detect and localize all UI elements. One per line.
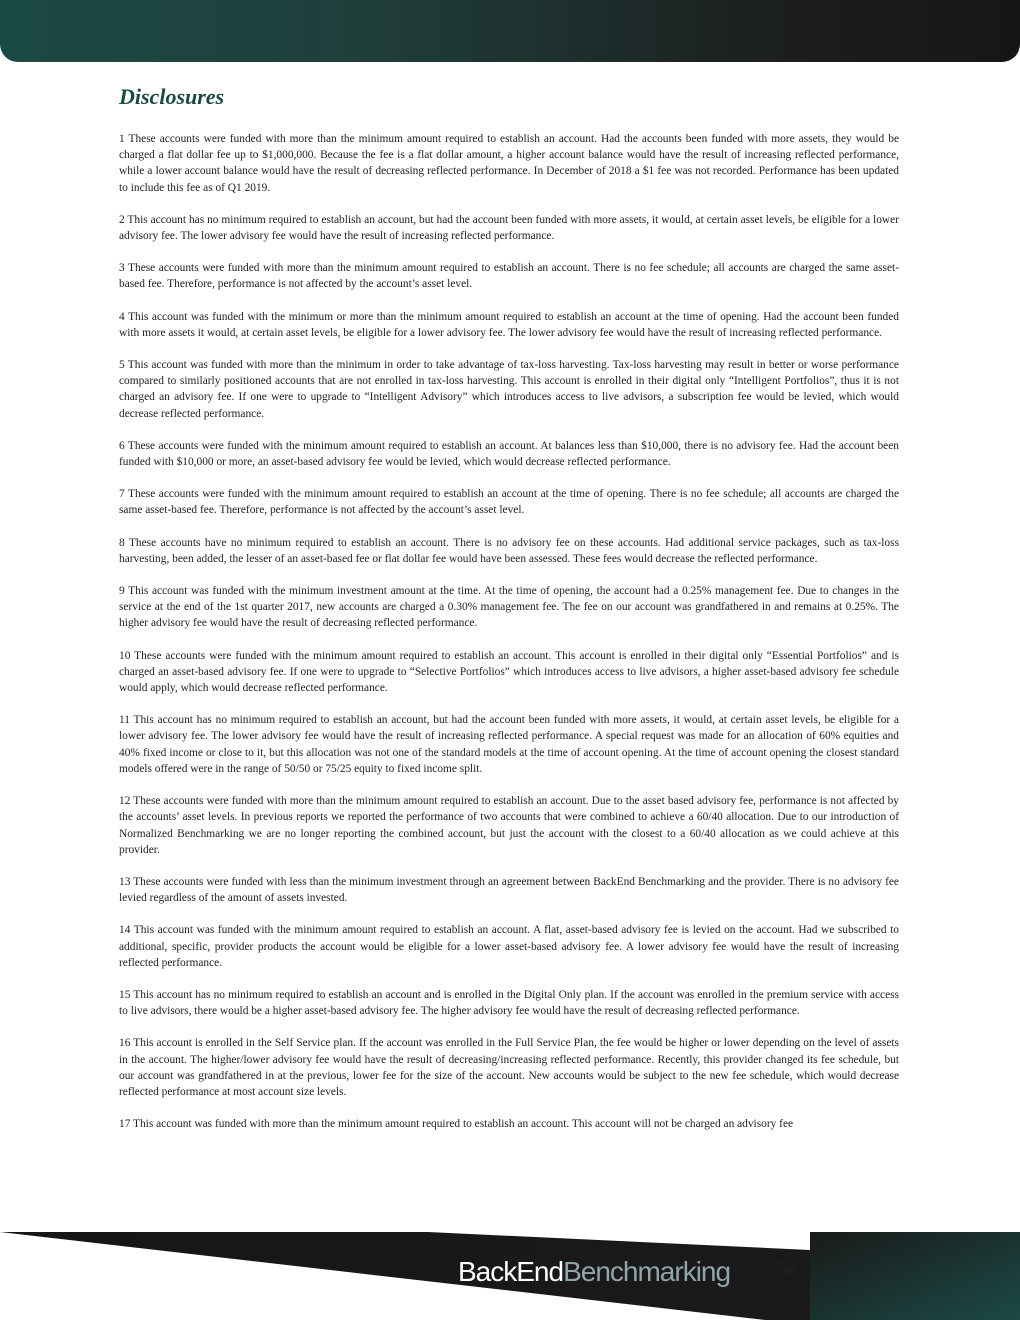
disclosure-paragraph-7: 7 These accounts were funded with the minimum amount required to establish an account at the time of opening. There is no fee schedule; all accounts are charged the same asset-based fee. Therefore, performance is not affected by the account’s asset level.: [119, 488, 899, 517]
disclosure-paragraph-2: 2 This account has no minimum required to establish an account, but had the account been funded with more assets, it would, at certain asset levels, be eligible for a lower advisory fee. The lower advisory fee would have the result of increasing reflected performance.: [119, 213, 899, 243]
disclosure-paragraph-1: 1 These accounts were funded with more than the minimum amount required to establish an account. Had the accounts been funded with more assets, they would be charged a flat dollar fee up to $1,000,000. Because the fee is a flat dollar amount, a higher account balance would have the result of increasing reflected performance, while a lower account balance would have the result of decreasing reflected performance. In December of 2018 a $1 fee was not recorded. Performance has been updated to include this fee as of Q1 2019.: [119, 133, 899, 194]
footer-corner-block: [810, 1232, 1020, 1320]
disclosure-paragraph-17: 17 This account was funded with more than the minimum amount required to establish an account. This account will not be charged an advisory fee: [119, 1118, 794, 1131]
page-number: 52: [779, 1260, 795, 1277]
disclosure-paragraph-11: 11 This account has no minimum required to establish an account, but had the account been funded with more assets, it would, at certain asset levels, be eligible for a lower advisory fee. The lower advisory fee would have the result of increasing reflected performance. A special request was made for an allocation of 60% equities and 40% fixed income or close to it, but this allocation was not one of the standard models at the time of account opening. At the time of account opening the closest standard models offered were in the range of 50/50 or 75/25 equity to fixed income split.: [119, 714, 899, 775]
logo-text-benchmarking: Benchmarking: [563, 1256, 731, 1287]
disclosure-paragraph-9: 9 This account was funded with the minimum investment amount at the time. At the time of opening, the account had a 0.25% management fee. Due to changes in the service at the end of the 1st quarter 2017, new accounts are charged a 0.30% management fee. The fee on our account was grandfathered in and remains at 0.25%. The higher advisory fee would have the result of decreasing reflected performance.: [119, 585, 899, 630]
disclosure-paragraph-10: 10 These accounts were funded with the minimum amount required to establish an account. This account is enrolled in their digital only “Essential Portfolios” and is charged an asset-based advisory fee. If one were to upgrade to “Selective Portfolios” which introduces access to live advisors, a higher asset-based advisory fee schedule would apply, which would decrease reflected performance.: [119, 649, 899, 695]
disclosure-paragraph-5: 5 This account was funded with more than the minimum in order to take advantage of tax-loss harvesting. Tax-loss harvesting may result in better or worse performance compared to similarly positioned accounts that are not enrolled in tax-loss harvesting. This account is enrolled in their digital only “Intelligent Portfolios”, thus it is not charged an advisory fee. If one were to upgrade to “Intelligent Advisory” which introduces access to live advisors, a subscription fee would be levied, which would decrease reflected performance.: [119, 359, 899, 420]
disclosure-paragraph-12: 12 These accounts were funded with more than the minimum amount required to establish an account. Due to the asset based advisory fee, performance is not affected by the accounts’ asset levels. In previous reports we reported the performance of two accounts that were combined to achieve a 60/40 allocation. Due to our introduction of Normalized Benchmarking we are no longer reporting the combined account, but just the account with the closest to a 60/40 allocation as we could achieve at this provider.: [119, 795, 899, 856]
backend-benchmarking-logo: [458, 1256, 730, 1288]
disclosures-body: [119, 131, 899, 1148]
header-banner: [0, 0, 1020, 62]
disclosure-paragraph-16: 16 This account is enrolled in the Self Service plan. If the account was enrolled in the Full Service Plan, the fee would be higher or lower depending on the level of assets in the account. The higher/lower advisory fee would have the result of decreasing/increasing reflected performance. Recently, this provider changed its fee schedule, but our account was grandfathered in at the previous, lower fee for the size of the account. New accounts would be subject to the new fee schedule, which would decrease reflected performance at most account size levels.: [119, 1037, 899, 1098]
disclosure-paragraph-14: 14 This account was funded with the minimum amount required to establish an account. A flat, asset-based advisory fee is levied on the account. Had we subscribed to additional, specific, provider products the account would be eligible for a lower asset-based advisory fee. A lower advisory fee would have the result of increasing reflected performance.: [119, 924, 899, 969]
page-title: Disclosures: [119, 84, 225, 109]
logo-text-backend: BackEnd: [458, 1256, 564, 1287]
disclosure-paragraph-4: 4 This account was funded with the minimum or more than the minimum amount required to establish an account at the time of opening. Had the account been funded with more assets it would, at certain asset levels, be eligible for a lower advisory fee. The lower advisory fee would have the result of increasing reflected performance.: [119, 310, 899, 339]
disclosure-paragraph-15: 15 This account has no minimum required to establish an account and is enrolled in the Digital Only plan. If the account was enrolled in the premium service with access to live advisors, there would be a higher asset-based advisory fee. The higher advisory fee would have the result of decreasing reflected performance.: [119, 988, 899, 1018]
disclosure-paragraph-8: 8 These accounts have no minimum required to establish an account. There is no advisory fee on these accounts. Had additional service packages, such as tax-loss harvesting, been added, the lesser of an asset-based fee or flat dollar fee would have been assessed. These fees would decrease the reflected performance.: [119, 536, 899, 565]
disclosure-paragraph-3: 3 These accounts were funded with more than the minimum amount required to establish an account. There is no fee schedule; all accounts are charged the same asset-based fee. Therefore, performance is not affected by the account’s asset level.: [119, 262, 899, 291]
disclosure-paragraph-13: 13 These accounts were funded with less than the minimum investment through an agreement between BackEnd Benchmarking and the provider. There is no advisory fee levied regardless of the amount of assets invested.: [119, 875, 899, 905]
disclosure-paragraph-6: 6 These accounts were funded with the minimum amount required to establish an account. At balances less than $10,000, there is no advisory fee. Had the account been funded with $10,000 or more, an asset-based advisory fee would be levied, which would decrease reflected performance.: [119, 439, 899, 469]
